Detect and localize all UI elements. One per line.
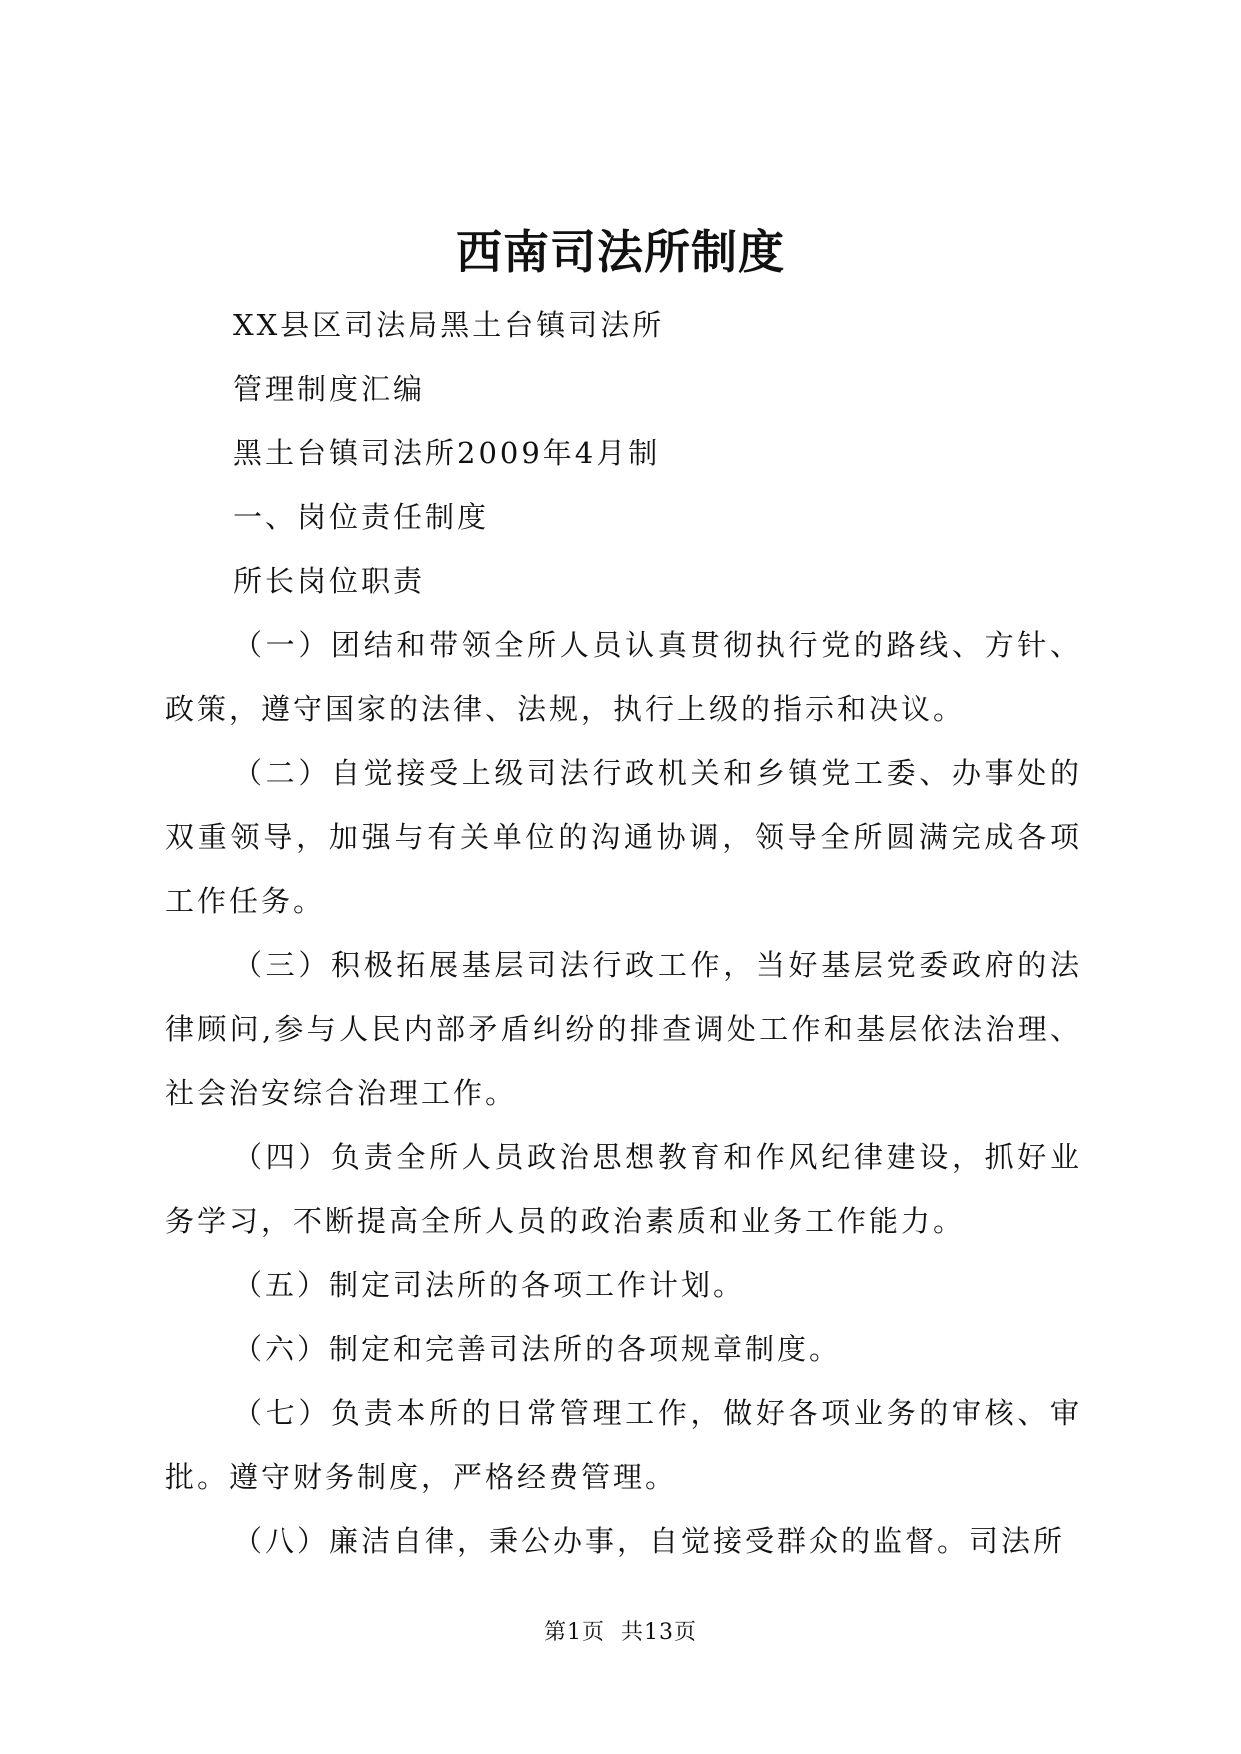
- subsection-heading: 所长岗位职责: [233, 564, 426, 598]
- paragraph-issuer-date: 黑土台镇司法所2009年4月制: [233, 436, 661, 470]
- duty-item-1: （一）团结和带领全所人员认真贯彻执行党的路线、方针、政策，遵守国家的法律、法规，执行上级的指示和决议。: [165, 628, 1082, 726]
- duty-item-3: （三）积极拓展基层司法行政工作，当好基层党委政府的法律顾问,参与人民内部矛盾纠纷的排查调处工作和基层依法治理、社会治安综合治理工作。: [165, 948, 1082, 1110]
- paragraph-compilation-title: 管理制度汇编: [233, 372, 426, 406]
- section-heading: 一、岗位责任制度: [233, 500, 490, 534]
- paragraph-bureau-name: XX县区司法局黑土台镇司法所: [233, 308, 665, 342]
- duty-item-2: （二）自觉接受上级司法行政机关和乡镇党工委、办事处的双重领导，加强与有关单位的沟通协调，领导全所圆满完成各项工作任务。: [165, 756, 1082, 918]
- page-footer: 第1页 共13页: [544, 1620, 697, 1645]
- duty-item-7: （七）负责本所的日常管理工作，做好各项业务的审核、审批。遵守财务制度，严格经费管理。: [165, 1396, 1082, 1494]
- duty-item-8: （八）廉洁自律，秉公办事，自觉接受群众的监督。司法所: [233, 1524, 1066, 1558]
- duty-item-5: （五）制定司法所的各项工作计划。: [233, 1268, 746, 1302]
- duty-item-4: （四）负责全所人员政治思想教育和作风纪律建设，抓好业务学习，不断提高全所人员的政治素质和业务工作能力。: [165, 1140, 1082, 1238]
- duty-item-6: （六）制定和完善司法所的各项规章制度。: [233, 1332, 842, 1366]
- document-title: 西南司法所制度: [456, 225, 785, 279]
- document-body: [165, 293, 1082, 1573]
